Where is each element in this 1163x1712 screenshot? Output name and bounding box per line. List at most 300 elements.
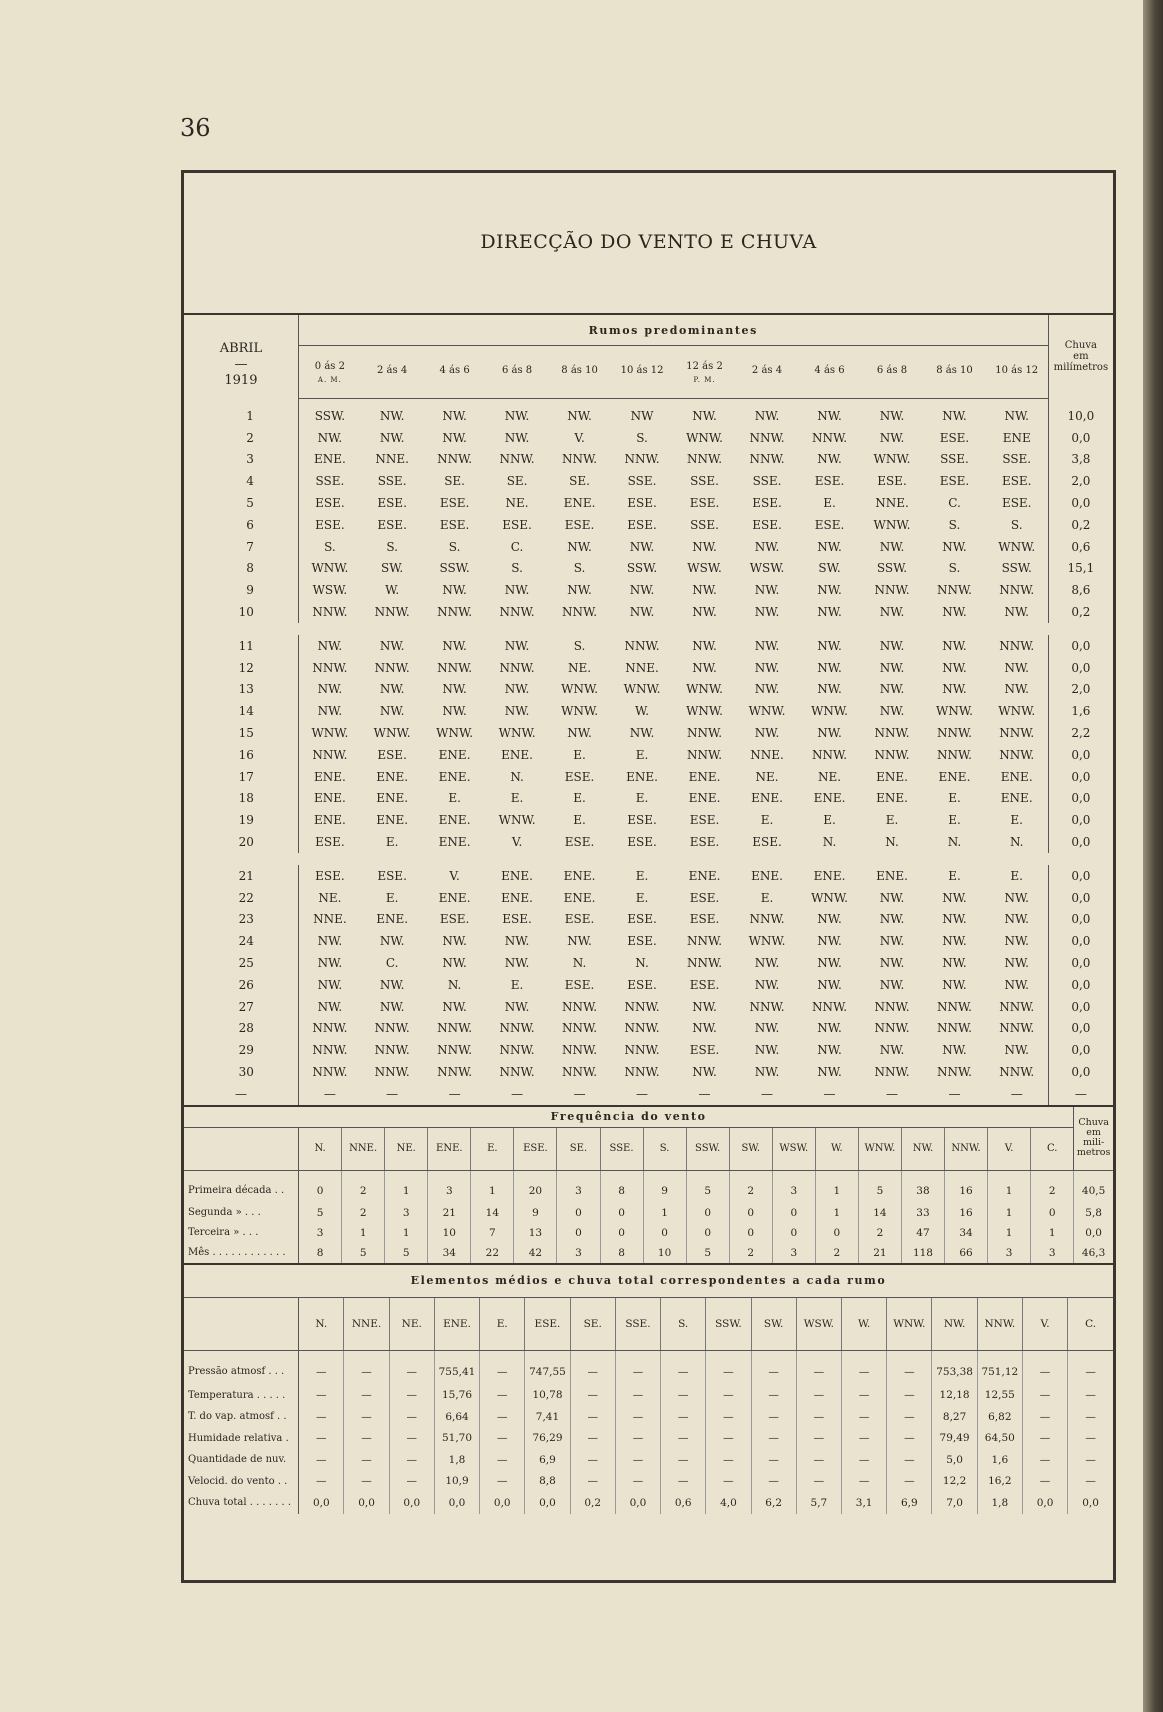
wind-direction-cell: NW. — [879, 1043, 905, 1058]
wind-direction-cell: NW. — [504, 408, 530, 423]
mean-value-cell: 6,2 — [751, 1492, 796, 1514]
frequency-cell: 5 — [385, 1243, 428, 1263]
wind-direction-cell: NW. — [1004, 660, 1029, 675]
rain-cell: 40,5 — [1074, 1170, 1113, 1203]
wind-direction-cell: NNW. — [562, 1043, 598, 1058]
wind-direction-cell: NW. — [942, 408, 967, 423]
wind-direction-cell: NNW. — [874, 583, 910, 598]
mean-value-cell: — — [480, 1406, 525, 1428]
frequency-cell: 5 — [686, 1243, 729, 1263]
wind-direction-cell: NW. — [817, 1021, 842, 1036]
wind-direction-cell: NW. — [754, 682, 780, 697]
wind-direction-cell: NW. — [879, 539, 905, 554]
dash-cell: — — [761, 1086, 774, 1101]
direction-column-header: E. — [471, 1127, 514, 1170]
wind-direction-cell: ENE. — [626, 769, 658, 784]
wind-direction-cell: S. — [573, 561, 586, 576]
wind-direction-cell: NW. — [442, 682, 467, 697]
wind-direction-cell: NNW. — [936, 1021, 972, 1036]
wind-direction-cell: NW. — [317, 682, 343, 697]
frequency-cell: 8 — [600, 1243, 643, 1263]
mean-value-cell: — — [344, 1428, 389, 1450]
wind-direction-cell: ESE. — [814, 474, 845, 489]
frequency-cell: 14 — [858, 1203, 901, 1223]
wind-direction-cell: ESE. — [752, 835, 782, 850]
time-column-header — [361, 346, 423, 399]
wind-direction-cell: NW. — [692, 539, 717, 554]
frequency-cell: 0 — [729, 1223, 772, 1243]
row-label: T. do vap. atmosf . . — [184, 1406, 299, 1428]
day-number: 23 — [184, 909, 298, 931]
wind-direction-cell: ESE. — [315, 496, 345, 511]
day-number: 8 — [184, 558, 298, 580]
mean-value-cell: 0,0 — [434, 1492, 479, 1514]
wind-direction-cell: NW. — [942, 1043, 967, 1058]
wind-direction-cell: NNW. — [874, 1021, 910, 1036]
mean-value-cell: 0,0 — [1022, 1492, 1067, 1514]
wind-direction-cell: ESE. — [627, 977, 657, 992]
wind-direction-cell: NW. — [879, 977, 905, 992]
rain-header-line: mili- — [1082, 1137, 1105, 1149]
mean-value-cell: 0,0 — [615, 1492, 660, 1514]
direction-column-header: ENE. — [434, 1297, 479, 1350]
wind-direction-cell: NW. — [879, 912, 905, 927]
wind-direction-cell: SSE. — [690, 474, 719, 489]
wind-direction-cell: E. — [448, 791, 461, 806]
wind-direction-cell: NNW. — [874, 747, 910, 762]
wind-direction-cell: NW. — [1004, 408, 1029, 423]
row-label: Terceira » . . . — [184, 1223, 299, 1243]
frequency-cell: 33 — [901, 1203, 944, 1223]
frequency-cell: 0 — [686, 1223, 729, 1243]
mean-value-cell: 6,9 — [525, 1449, 570, 1471]
wind-direction-cell: NNW. — [749, 430, 785, 445]
page-edge-shadow — [1143, 0, 1163, 1712]
wind-direction-cell: NW. — [629, 605, 655, 620]
frequency-cell: 2 — [342, 1203, 385, 1223]
wind-direction-cell: NW. — [942, 605, 967, 620]
dash-cell: — — [573, 1086, 586, 1101]
rain-cell: 0,0 — [1048, 492, 1113, 514]
wind-direction-cell: NNE. — [313, 912, 347, 927]
wind-direction-cell: NW. — [817, 660, 842, 675]
rain-cell: 0,0 — [1048, 657, 1113, 679]
day-row — [184, 831, 1113, 853]
row-label: Primeira década . . — [184, 1170, 299, 1203]
wind-direction-cell: NW. — [379, 638, 405, 653]
wind-direction-cell: SSE. — [940, 452, 969, 467]
direction-column-header: NNW. — [977, 1297, 1022, 1350]
spacer — [184, 623, 1113, 635]
wind-direction-cell: ESE. — [689, 1043, 720, 1058]
wind-direction-cell: NW. — [629, 539, 655, 554]
wind-direction-cell: NW. — [754, 539, 780, 554]
frequency-cell: 16 — [945, 1203, 988, 1223]
wind-direction-cell: ESE. — [877, 474, 907, 489]
mean-element-row — [184, 1492, 1113, 1514]
wind-direction-cell: NW. — [817, 1043, 842, 1058]
wind-direction-cell: NNW. — [437, 605, 473, 620]
mean-value-cell: — — [706, 1471, 751, 1493]
wind-direction-cell: N. — [885, 835, 899, 850]
row-label-header — [184, 1297, 299, 1350]
wind-direction-cell: NNW. — [624, 638, 660, 653]
wind-direction-cell: S. — [448, 539, 461, 554]
mean-value-cell: — — [480, 1428, 525, 1450]
wind-direction-cell: NW. — [442, 956, 467, 971]
mean-value-cell: — — [389, 1428, 434, 1450]
wind-direction-cell: NNW. — [374, 660, 410, 675]
mean-value-cell: — — [615, 1350, 660, 1385]
frequency-cell: 0 — [772, 1223, 815, 1243]
wind-direction-cell: WNW. — [311, 561, 349, 576]
wind-direction-cell: WNW. — [936, 704, 973, 719]
frequency-cell: 1 — [815, 1203, 858, 1223]
wind-direction-cell: ENE. — [501, 868, 533, 883]
wind-direction-cell: SSW. — [314, 408, 346, 423]
wind-direction-cell: NW. — [879, 605, 905, 620]
wind-direction-cell: NNW. — [749, 452, 785, 467]
direction-column-header: SW. — [751, 1297, 796, 1350]
mean-value-cell: 64,50 — [977, 1428, 1022, 1450]
day-row — [184, 601, 1113, 623]
wind-direction-cell: WSW. — [312, 583, 348, 598]
rain-header-line: em — [1086, 1127, 1101, 1139]
mean-value-cell: 6,82 — [977, 1406, 1022, 1428]
mean-value-cell: 16,2 — [977, 1471, 1022, 1493]
frequency-cell: 5 — [686, 1170, 729, 1203]
rain-cell: 0,0 — [1048, 1018, 1113, 1040]
wind-direction-cell: NNW. — [687, 956, 723, 971]
day-row — [184, 952, 1113, 974]
wind-direction-cell: NNW. — [624, 1065, 660, 1079]
wind-direction-cell: NNW. — [437, 1065, 473, 1079]
direction-column-header: NNE. — [344, 1297, 389, 1350]
month-header — [184, 315, 298, 399]
rain-cell: 10,0 — [1048, 399, 1113, 427]
wind-direction-cell: NNW. — [499, 660, 535, 675]
wind-direction-cell: NW. — [754, 726, 780, 741]
mean-value-cell: 755,41 — [434, 1350, 479, 1385]
day-number: 27 — [184, 996, 298, 1018]
wind-frequency-section — [184, 1107, 1113, 1265]
wind-direction-cell: ENE. — [313, 769, 346, 784]
frequency-cell: 2 — [1031, 1170, 1074, 1203]
mean-value-cell: — — [299, 1350, 344, 1385]
wind-direction-cell: NNW. — [687, 747, 723, 762]
wind-direction-cell: NNW. — [874, 999, 910, 1014]
wind-direction-cell: NNW. — [999, 638, 1035, 653]
wind-direction-cell: V. — [574, 430, 585, 445]
row-label: Chuva total . . . . . . . — [184, 1492, 299, 1514]
mean-value-cell: — — [344, 1385, 389, 1407]
wind-direction-cell: ESE. — [627, 813, 657, 828]
wind-direction-cell: ESE. — [502, 517, 532, 532]
rain-header-line: em — [1073, 351, 1089, 363]
mean-value-cell: — — [751, 1428, 796, 1450]
day-number: 20 — [184, 831, 298, 853]
direction-column-header: WSW. — [796, 1297, 841, 1350]
direction-column-header: SE. — [557, 1127, 600, 1170]
row-label-header — [184, 1127, 299, 1170]
frequency-cell: 3 — [988, 1243, 1031, 1263]
wind-direction-cell: ESE. — [439, 496, 470, 511]
wind-direction-cell: NNE. — [625, 660, 659, 675]
frequency-cell: 42 — [514, 1243, 557, 1263]
frequency-cell: 47 — [901, 1223, 944, 1243]
frequency-cell: 3 — [557, 1243, 600, 1263]
rain-cell: 0,0 — [1048, 427, 1113, 449]
mean-value-cell: — — [1085, 1389, 1096, 1402]
mean-value-cell: — — [796, 1449, 841, 1471]
wind-direction-cell: WSW. — [749, 561, 785, 576]
wind-direction-cell: NW. — [942, 682, 967, 697]
wind-direction-cell: NW. — [1004, 956, 1029, 971]
wind-direction-cell: NW. — [817, 912, 842, 927]
frequency-cell: 0 — [729, 1203, 772, 1223]
wind-direction-cell: NNE. — [750, 747, 784, 762]
wind-direction-cell: NW. — [879, 660, 905, 675]
wind-direction-cell: NW. — [317, 430, 343, 445]
wind-direction-cell: NNE. — [875, 496, 909, 511]
wind-direction-cell: ENE. — [751, 791, 783, 806]
prevailing-winds-title: Rumos predominantes — [298, 315, 1048, 346]
wind-direction-cell: NW. — [817, 977, 842, 992]
wind-direction-cell: ESE. — [752, 496, 782, 511]
wind-direction-cell: ESE. — [564, 912, 595, 927]
day-number: 16 — [184, 744, 298, 766]
mean-value-cell: — — [842, 1428, 887, 1450]
page-number: 36 — [180, 114, 211, 142]
frequency-cell: 21 — [428, 1203, 471, 1223]
wind-direction-cell: NNW. — [437, 452, 473, 467]
rain-cell: 0,0 — [1048, 831, 1113, 853]
wind-direction-cell: ESE. — [1001, 496, 1032, 511]
wind-direction-cell: NNW. — [811, 999, 848, 1014]
wind-direction-cell: S. — [573, 638, 586, 653]
wind-direction-cell: SSE. — [1002, 452, 1032, 467]
wind-direction-cell: NW. — [692, 1021, 717, 1036]
day-row — [184, 766, 1113, 788]
wind-direction-cell: NNW. — [499, 1065, 535, 1079]
wind-direction-cell: S. — [324, 539, 336, 554]
wind-direction-cell: SSW. — [626, 561, 658, 576]
mean-elements-title: Elementos médios e chuva total correspondentes a cada rumo — [184, 1265, 1113, 1298]
rain-cell: 3,8 — [1048, 449, 1113, 471]
wind-direction-cell: ENE. — [313, 791, 346, 806]
frequency-cell: 1 — [988, 1203, 1031, 1223]
rain-cell: 2,2 — [1048, 722, 1113, 744]
frequency-cell: 21 — [858, 1243, 901, 1263]
mean-value-cell: — — [570, 1449, 615, 1471]
wind-direction-cell: NNW. — [999, 726, 1035, 741]
mean-value-cell: — — [706, 1449, 751, 1471]
wind-direction-cell: ENE. — [1000, 769, 1033, 784]
mean-value-cell: 0,0 — [389, 1492, 434, 1514]
frequency-cell: 3 — [557, 1170, 600, 1203]
wind-direction-cell: NNW. — [999, 583, 1035, 598]
mean-value-cell: — — [299, 1471, 344, 1493]
mean-value-cell: 79,49 — [932, 1428, 977, 1450]
day-number: 9 — [184, 579, 298, 601]
frequency-cell: 0 — [815, 1223, 858, 1243]
day-number: 2 — [184, 427, 298, 449]
wind-direction-cell: SW. — [818, 561, 841, 576]
frequency-cell: 0 — [557, 1203, 600, 1223]
wind-frequency-title: Frequência do vento — [184, 1107, 1074, 1128]
wind-direction-cell: NE. — [568, 660, 592, 675]
mean-value-cell: 5,0 — [932, 1449, 977, 1471]
mean-value-cell: 0,0 — [525, 1492, 570, 1514]
wind-direction-cell: NW. — [754, 977, 780, 992]
mean-value-cell: — — [842, 1471, 887, 1493]
wind-direction-cell: E. — [510, 977, 524, 992]
wind-direction-cell: NW. — [879, 704, 905, 719]
wind-direction-cell: NW. — [942, 539, 967, 554]
mean-value-cell: — — [344, 1406, 389, 1428]
mean-value-cell: — — [389, 1406, 434, 1428]
dash-cell: — — [323, 1086, 336, 1101]
wind-direction-cell: E. — [510, 791, 524, 806]
rain-header-line: metros — [1076, 1147, 1111, 1159]
mean-value-cell: — — [661, 1406, 706, 1428]
direction-column-header: N. — [299, 1127, 342, 1170]
wind-direction-cell: SSE. — [377, 474, 407, 489]
wind-direction-cell: WNW. — [498, 726, 536, 741]
mean-value-cell: — — [344, 1471, 389, 1493]
wind-direction-section — [184, 315, 1113, 1107]
mean-value-cell: — — [389, 1449, 434, 1471]
day-row — [184, 1018, 1113, 1040]
wind-direction-cell: SSW. — [439, 561, 470, 576]
wind-direction-cell: E. — [760, 813, 774, 828]
frequency-cell: 1 — [815, 1170, 858, 1203]
wind-direction-cell: ENE. — [376, 791, 409, 806]
wind-direction-cell: NNW. — [687, 934, 723, 949]
rain-cell: 0,0 — [1048, 930, 1113, 952]
wind-direction-cell: NW. — [754, 1021, 780, 1036]
wind-direction-cell: NW. — [567, 408, 592, 423]
mean-value-cell: 0,0 — [1082, 1496, 1099, 1509]
wind-direction-cell: SSW. — [1001, 561, 1032, 576]
page-title: DIRECÇÃO DO VENTO E CHUVA — [480, 231, 817, 253]
frequency-cell: 2 — [342, 1170, 385, 1203]
direction-column-header: NNW. — [945, 1127, 988, 1170]
wind-direction-cell: NW. — [942, 956, 967, 971]
wind-direction-cell: SE. — [506, 474, 528, 489]
wind-direction-cell: NNW. — [999, 1065, 1035, 1079]
wind-direction-cell: NNW. — [874, 726, 910, 741]
mean-element-row — [184, 1385, 1113, 1407]
day-row — [184, 492, 1113, 514]
wind-direction-cell: E. — [948, 791, 961, 806]
wind-direction-cell: WNW. — [686, 430, 723, 445]
day-row — [184, 809, 1113, 831]
wind-direction-cell: ESE. — [814, 517, 845, 532]
wind-direction-cell: N. — [447, 977, 462, 992]
day-number: 30 — [184, 1061, 298, 1083]
wind-direction-cell: NW. — [442, 583, 467, 598]
mean-value-cell: — — [615, 1428, 660, 1450]
wind-direction-cell: NW. — [1004, 912, 1029, 927]
wind-direction-cell: ESE. — [377, 517, 407, 532]
frequency-cell: 34 — [428, 1243, 471, 1263]
rain-cell: 0,0 — [1048, 809, 1113, 831]
day-row — [184, 399, 1113, 427]
wind-direction-cell: ENE. — [563, 868, 596, 883]
wind-direction-cell: S. — [386, 539, 398, 554]
wind-direction-cell: NW. — [442, 408, 467, 423]
frequency-cell: 0 — [557, 1223, 600, 1243]
rain-cell: 0,2 — [1048, 601, 1113, 623]
wind-direction-cell: ESE. — [564, 769, 595, 784]
mean-value-cell: 12,18 — [932, 1385, 977, 1407]
mean-value-cell: 5,7 — [796, 1492, 841, 1514]
wind-direction-cell: NW. — [692, 638, 717, 653]
direction-column-header: SE. — [570, 1297, 615, 1350]
wind-direction-cell: ESE. — [689, 977, 720, 992]
mean-value-cell: — — [706, 1385, 751, 1407]
wind-direction-cell: V. — [511, 835, 523, 850]
mean-value-cell: — — [615, 1406, 660, 1428]
wind-direction-cell: ESE. — [689, 835, 720, 850]
day-number: 17 — [184, 766, 298, 788]
wind-direction-cell: NNW. — [687, 452, 723, 467]
mean-element-row — [184, 1449, 1113, 1471]
day-number: 7 — [184, 536, 298, 558]
wind-direction-cell: NW. — [379, 999, 405, 1014]
mean-element-row — [184, 1471, 1113, 1493]
wind-direction-cell: ESE. — [315, 835, 345, 850]
wind-direction-cell: NW. — [504, 583, 530, 598]
time-column-label: 4 ás 6 — [439, 364, 470, 376]
frequency-cell: 9 — [514, 1203, 557, 1223]
wind-direction-cell: NW. — [317, 977, 343, 992]
mean-value-cell: — — [344, 1350, 389, 1385]
day-row — [184, 788, 1113, 810]
day-number: 11 — [184, 635, 298, 657]
wind-direction-cell: NW. — [817, 539, 842, 554]
day-row — [184, 679, 1113, 701]
wind-direction-cell: NNW. — [374, 1021, 410, 1036]
day-number: 29 — [184, 1039, 298, 1061]
wind-direction-cell: NW. — [317, 934, 343, 949]
frequency-cell: 13 — [514, 1223, 557, 1243]
mean-value-cell: — — [842, 1385, 887, 1407]
mean-value-cell: — — [661, 1428, 706, 1450]
month-dash: — — [234, 357, 248, 372]
wind-direction-cell: NNW. — [936, 726, 972, 741]
wind-direction-cell: NW. — [1004, 977, 1029, 992]
wind-direction-cell: NW. — [442, 704, 467, 719]
wind-direction-cell: NNW. — [499, 605, 535, 620]
wind-direction-cell: SSW. — [876, 561, 908, 576]
wind-direction-cell: NNW. — [437, 1021, 473, 1036]
rain-cell: 15,1 — [1048, 558, 1113, 580]
mean-value-cell: — — [887, 1471, 932, 1493]
wind-direction-cell: N. — [1009, 835, 1024, 850]
day-number: 24 — [184, 930, 298, 952]
wind-direction-cell: NW. — [879, 934, 905, 949]
day-number: 1 — [184, 399, 298, 427]
wind-direction-cell: NW. — [1004, 934, 1029, 949]
mean-value-cell: 0,0 — [344, 1492, 389, 1514]
day-row — [184, 909, 1113, 931]
frequency-cell: 3 — [772, 1243, 815, 1263]
mean-value-cell: — — [887, 1428, 932, 1450]
frequency-cell: 118 — [901, 1243, 944, 1263]
wind-direction-cell: E. — [760, 890, 774, 905]
